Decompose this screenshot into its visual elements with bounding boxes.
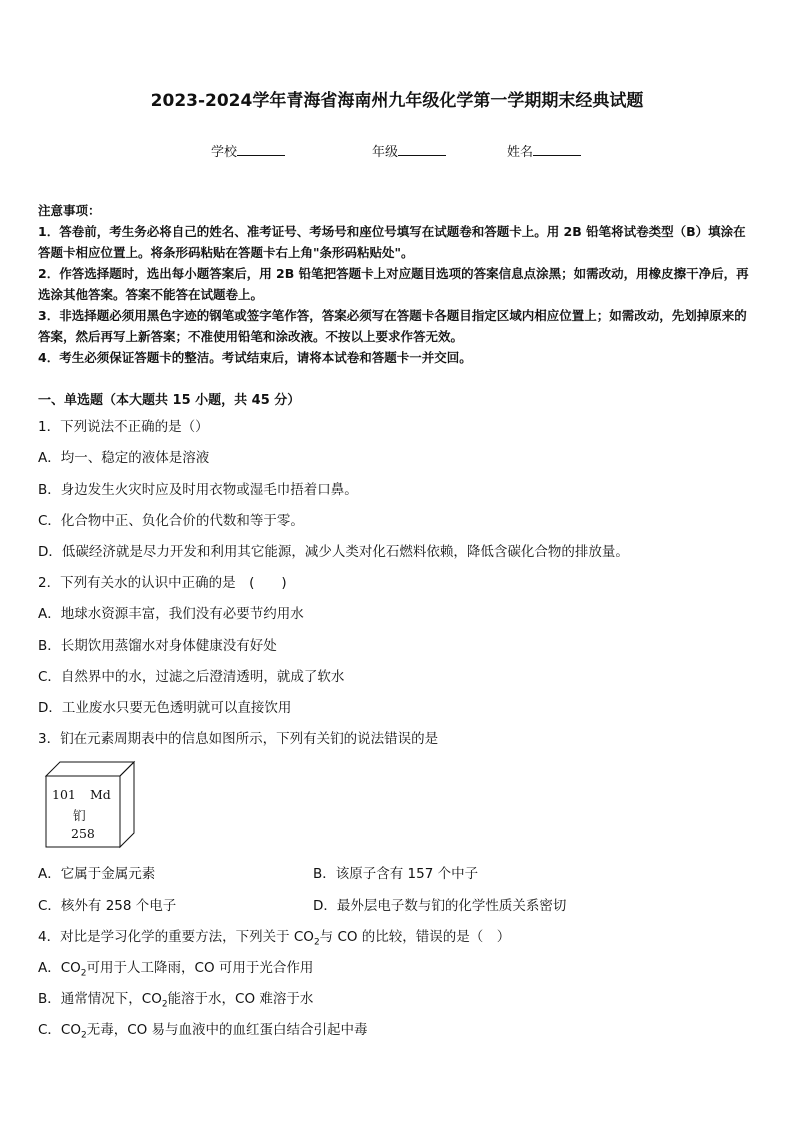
element-symbol: Md: [90, 787, 111, 802]
q3-option-b: B．该原子含有 157 个中子: [313, 866, 479, 882]
grade-field[interactable]: [372, 141, 446, 160]
school-blank[interactable]: [237, 143, 285, 156]
name-field[interactable]: [507, 141, 581, 160]
q2-option-c: C．自然界中的水，过滤之后澄清透明，就成了软水: [38, 669, 345, 685]
element-card-figure: [44, 760, 136, 850]
subscript-2: 2: [161, 999, 168, 1010]
q4-option-a: [38, 956, 313, 979]
q4-option-c-part1: C．CO: [38, 1022, 81, 1038]
q4-option-b-part2: 能溶于水，CO 难溶于水: [167, 991, 314, 1007]
q3-option-d: D．最外层电子数与钔的化学性质关系密切: [313, 898, 567, 914]
q4-stem-part1: 4．对比是学习化学的重要方法，下列关于 CO: [38, 929, 314, 945]
q4-option-b: [38, 987, 313, 1010]
q4-stem-part2: 与 CO 的比较，错误的是（ ）: [319, 929, 511, 945]
name-blank[interactable]: [533, 143, 581, 156]
notice-item-4: 4．考生必须保证答题卡的整洁。考试结束后，请将本试卷和答题卡一并交回。: [38, 350, 472, 365]
subscript-2: 2: [80, 1030, 87, 1041]
q4-option-c: [38, 1018, 368, 1041]
page-title: 2023-2024学年青海省海南州九年级化学第一学期期末经典试题: [150, 91, 644, 111]
grade-label: 年级: [372, 145, 399, 160]
atomic-number: 101: [52, 787, 76, 802]
grade-blank[interactable]: [398, 143, 446, 156]
name-label: 姓名: [507, 145, 534, 160]
subscript-2: 2: [313, 937, 320, 948]
q3-option-a: A．它属于金属元素: [38, 866, 156, 882]
q1-option-a: A．均一、稳定的液体是溶液: [38, 450, 210, 466]
q3-option-c: C．核外有 258 个电子: [38, 898, 177, 914]
q2-option-b: B．长期饮用蒸馏水对身体健康没有好处: [38, 638, 277, 654]
q4-option-c-part2: 无毒，CO 易与血液中的血红蛋白结合引起中毒: [86, 1022, 368, 1038]
q1-option-b: B．身边发生火灾时应及时用衣物或湿毛巾捂着口鼻。: [38, 482, 358, 498]
school-field[interactable]: [211, 141, 285, 160]
atomic-mass: 258: [71, 826, 95, 841]
notice-item-2: 2．作答选择题时，选出每小题答案后，用 2B 铅笔把答题卡上对应题目选项的答案信息点涂黑；如需改动，用橡皮擦干净后，再选涂其他答案。答案不能答在试题卷上。: [38, 266, 749, 302]
student-info-fields: [0, 141, 794, 161]
q1-option-c: C．化合物中正、负化合价的代数和等于零。: [38, 513, 304, 529]
q2-stem: 2．下列有关水的认识中正确的是 ( ): [38, 575, 287, 591]
school-label: 学校: [211, 145, 238, 160]
q3-stem: 3．钔在元素周期表中的信息如图所示，下列有关钔的说法错误的是: [38, 731, 439, 747]
q2-option-a: A．地球水资源丰富，我们没有必要节约用水: [38, 606, 304, 622]
q4-option-a-part1: A．CO: [38, 960, 81, 976]
notice-heading: 注意事项：: [38, 203, 101, 218]
q4-option-b-part1: B．通常情况下，CO: [38, 991, 162, 1007]
subscript-2: 2: [80, 968, 87, 979]
element-name: 钔: [73, 808, 86, 823]
q1-option-d: D．低碳经济就是尽力开发和利用其它能源，减少人类对化石燃料依赖，降低含碳化合物的排放量。: [38, 544, 629, 560]
q1-stem: 1．下列说法不正确的是（）: [38, 419, 209, 435]
q2-option-d: D．工业废水只要无色透明就可以直接饮用: [38, 700, 292, 716]
notice-item-3: 3．非选择题必须用黑色字迹的钢笔或签字笔作答，答案必须写在答题卡各题目指定区域内相应位置上；如需改动，先划掉原来的答案，然后再写上新答案；不准使用铅笔和涂改液。不按以上要求作答无效。: [38, 308, 747, 344]
q4-option-a-part2: 可用于人工降雨，CO 可用于光合作用: [86, 960, 314, 976]
section-heading: 一、单选题（本大题共 15 小题，共 45 分）: [38, 393, 301, 408]
q4-stem: [38, 925, 510, 948]
notice-item-1: 1．答卷前，考生务必将自己的姓名、准考证号、考场号和座位号填写在试题卷和答题卡上。用 2B 铅笔将试卷类型（B）填涂在答题卡相应位置上。将条形码粘贴在答题卡右上角"条形码粘贴处"。: [38, 224, 746, 260]
